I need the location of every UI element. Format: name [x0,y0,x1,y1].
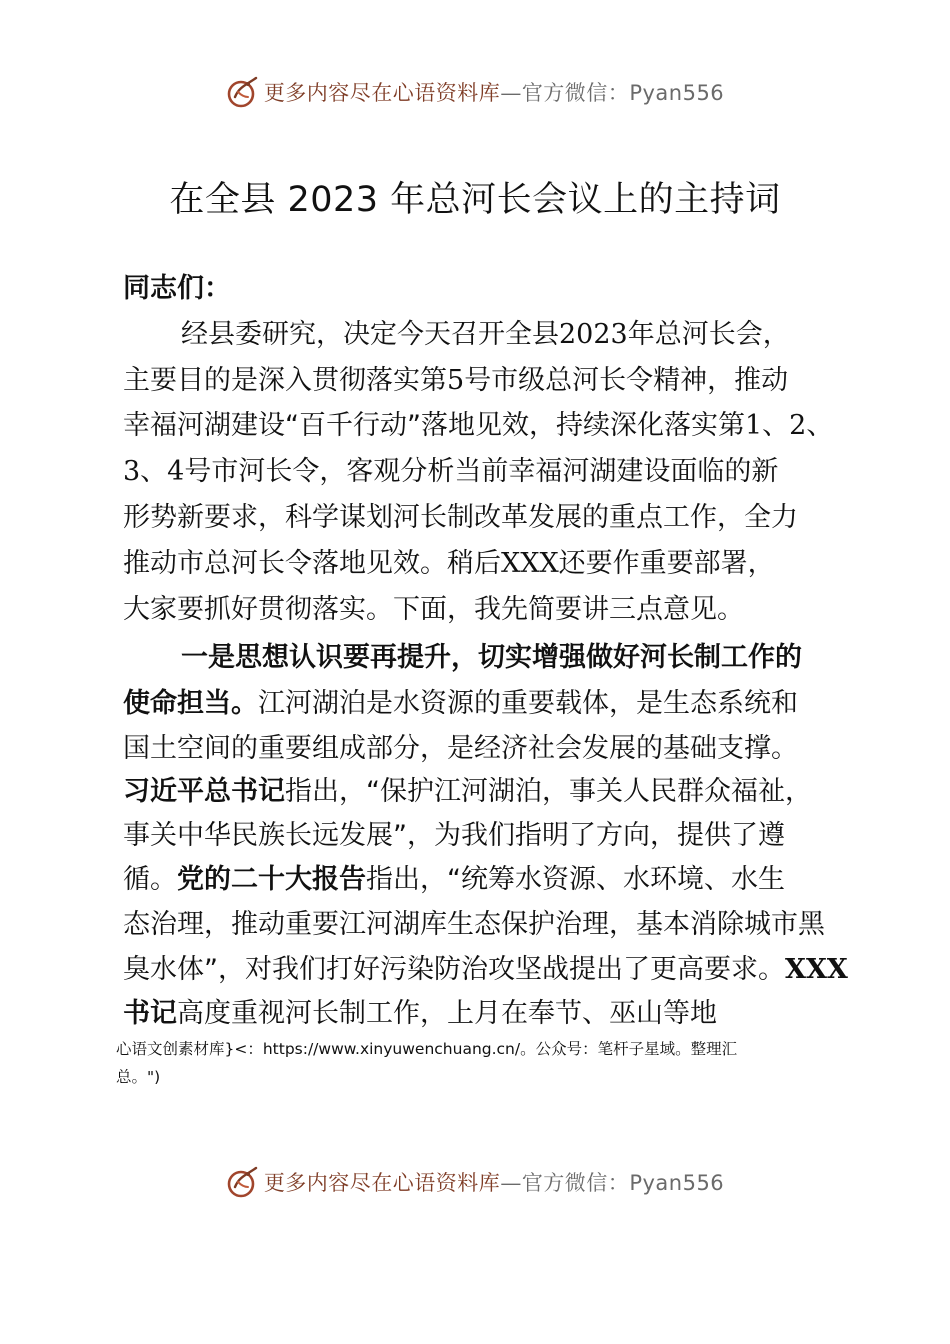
document-title: 在全县 2023 年总河长会议上的主持词 [169,180,781,220]
paragraph-1-line-2: 主要目的是深入贯彻落实第5号市级总河长令精神，推动 [123,365,789,396]
paragraph-2-line-6: 循。党的二十大报告指出，“统筹水资源、水环境、水生 [123,864,785,895]
paragraph-1-line-1: 经县委研究，决定今天召开全县2023年总河长会， [181,319,790,350]
watermark-text: 更多内容尽在心语资料库 [263,81,501,105]
watermark-separator: — [500,1171,522,1195]
watermark-wechat-id: Pyan556 [629,81,725,105]
watermark-text: 更多内容尽在心语资料库 [263,1171,501,1195]
source-note-line-1: 心语文创素材库}<：https://www.xinyuwenchuang.cn/。公众号：笔杆子星域。整理汇 [116,1040,738,1058]
paragraph-1-line-5: 形势新要求，科学谋划河长制改革发展的重点工作，全力 [123,502,798,533]
logo-icon [226,75,260,109]
paragraph-2-line-9: 书记高度重视河长制工作，上月在奉节、巫山等地 [123,998,717,1029]
paragraph-2-line-7: 态治理，推动重要江河湖库生态保护治理，基本消除城市黑 [123,909,825,940]
watermark-banner-bottom [0,1160,950,1204]
paragraph-2-line-4: 习近平总书记指出，“保护江河湖泊，事关人民群众福祉， [123,776,812,807]
watermark-separator: — [500,81,522,105]
paragraph-2-line-5: 事关中华民族长远发展”，为我们指明了方向，提供了遵 [123,820,785,851]
watermark-banner-top [0,70,950,114]
watermark-wechat-id: Pyan556 [629,1171,725,1195]
paragraph-1-line-7: 大家要抓好贯彻落实。下面，我先简要讲三点意见。 [123,594,744,625]
watermark-wechat-label: 官方微信： [521,81,630,105]
paragraph-2-line-8: 臭水体”，对我们打好污染防治攻坚战提出了更高要求。XXX [123,954,848,985]
paragraph-1-line-3: 幸福河湖建设“百千行动”落地见效，持续深化落实第1、2、 [123,410,834,441]
paragraph-2-line-3: 国土空间的重要组成部分，是经济社会发展的基础支撑。 [123,733,798,764]
logo-icon [226,1165,260,1199]
paragraph-2-line-1: 一是思想认识要再提升，切实增强做好河长制工作的 [181,642,802,673]
paragraph-2-line-2: 使命担当。江河湖泊是水资源的重要载体，是生态系统和 [123,688,798,719]
salutation: 同志们： [123,273,231,304]
paragraph-1-line-4: 3、4号市河长令，客观分析当前幸福河湖建设面临的新 [123,456,779,487]
paragraph-1-line-6: 推动市总河长令落地见效。稍后XXX还要作重要部署， [123,548,775,579]
watermark-wechat-label: 官方微信： [521,1171,630,1195]
source-note-line-2: 总。") [116,1068,161,1086]
